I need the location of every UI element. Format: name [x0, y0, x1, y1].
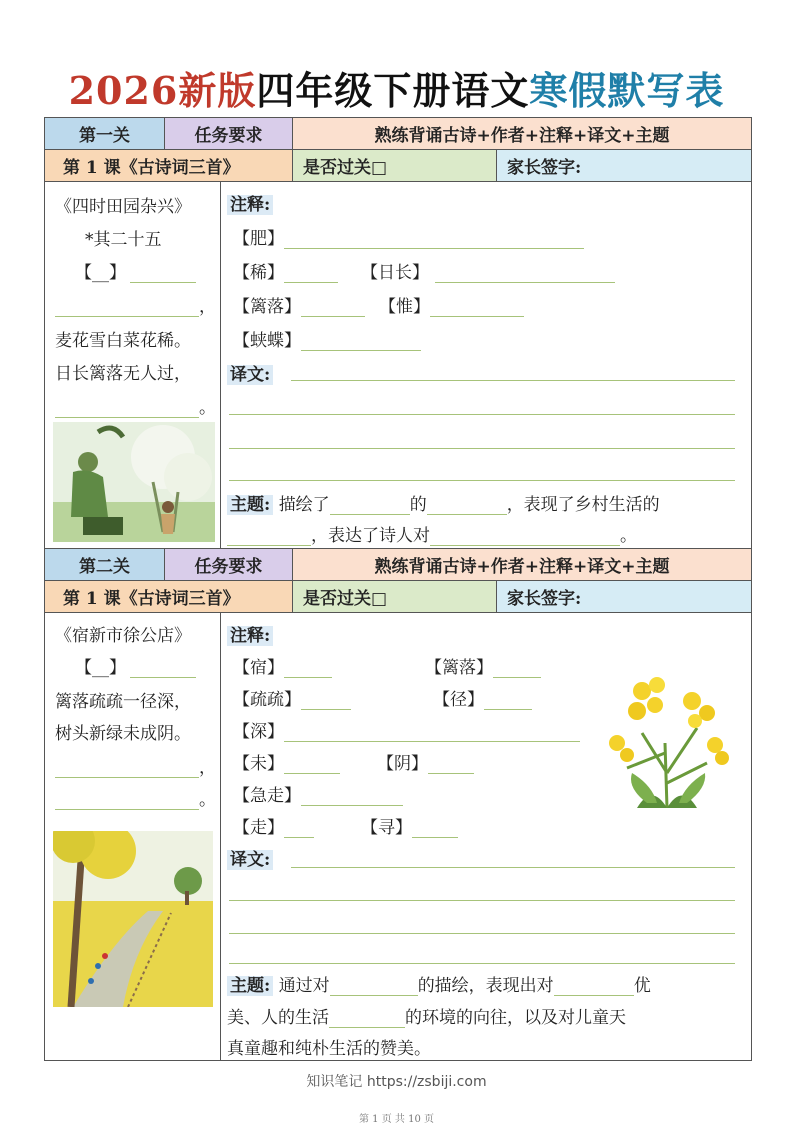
parent-signature[interactable]: 家长签字:	[497, 150, 751, 181]
author-field[interactable]: 【__】	[75, 258, 196, 283]
lesson-title: 第 1 课《古诗词三首》	[45, 581, 293, 612]
section-header	[45, 549, 751, 581]
translation-line[interactable]	[291, 380, 735, 381]
theme-line[interactable]: ，表达了诗人对 。	[227, 521, 637, 546]
poem-line: 麦花雪白菜花稀。	[55, 331, 191, 351]
note-field[interactable]: 【寻】	[361, 813, 458, 838]
translation-line[interactable]	[291, 867, 735, 868]
answer-column	[221, 182, 751, 548]
note-field[interactable]: 【宿】	[233, 653, 332, 678]
poem-title: 《宿新市徐公店》	[55, 626, 191, 646]
pass-checkbox[interactable]: 是否过关□	[293, 150, 497, 181]
theme-line[interactable]: 美、人的生活 的环境的向往，以及对儿童天	[227, 1008, 626, 1028]
poem-line-blank[interactable]: 。	[55, 785, 216, 810]
pass-checkbox[interactable]: 是否过关□	[293, 581, 497, 612]
note-field[interactable]: 【未】	[233, 749, 340, 774]
theme-line[interactable]: 主题: 描绘了 的 ，表现了乡村生活的	[227, 490, 660, 515]
village-path-illustration	[53, 831, 213, 1007]
note-field[interactable]: 【篱落】	[233, 292, 365, 317]
task-label: 任务要求	[165, 549, 293, 580]
poem-title: 《四时田园杂兴》	[55, 197, 191, 217]
lesson-row	[45, 581, 751, 613]
page-title: 2026新版四年级下册语文寒假默写表	[68, 68, 725, 113]
notes-label: 注释:	[227, 190, 273, 215]
note-field[interactable]: 【蛱蝶】	[233, 326, 421, 351]
rapeseed-flower-illustration	[597, 673, 737, 813]
level-label: 第二关	[45, 549, 165, 580]
note-field[interactable]: 【阴】	[377, 749, 474, 774]
note-field[interactable]: 【深】	[233, 717, 580, 742]
note-field[interactable]: 【走】	[233, 813, 314, 838]
author-field[interactable]: 【__】	[75, 653, 196, 678]
note-field[interactable]: 【肥】	[233, 224, 584, 249]
note-field[interactable]: 【日长】	[361, 258, 615, 283]
countryside-illustration	[53, 422, 215, 542]
translation-label: 译文:	[227, 845, 273, 870]
poem-line: 篱落疏疏一径深，	[55, 692, 191, 712]
theme-line[interactable]: 主题: 通过对 的描绘，表现出对 优	[227, 971, 651, 996]
answer-column	[221, 613, 751, 1060]
note-field[interactable]: 【篱落】	[425, 653, 541, 678]
translation-line[interactable]	[229, 933, 735, 934]
note-field[interactable]: 【急走】	[233, 781, 403, 806]
task-text: 熟练背诵古诗+作者+注释+译文+主题	[293, 549, 751, 580]
poem-column	[45, 182, 221, 548]
poem-line: 日长篱落无人过，	[55, 364, 191, 384]
poem-column	[45, 613, 221, 1060]
poem-line-blank[interactable]: ，	[55, 753, 216, 778]
section-body	[45, 182, 751, 549]
translation-line[interactable]	[229, 963, 735, 964]
note-field[interactable]: 【惟】	[379, 292, 524, 317]
page-number: 第 1 页 共 10 页	[359, 1114, 434, 1125]
parent-signature[interactable]: 家长签字:	[497, 581, 751, 612]
translation-label: 译文:	[227, 360, 273, 385]
poem-line-blank[interactable]: ，	[55, 292, 216, 317]
translation-line[interactable]	[229, 900, 735, 901]
poem-subtitle: *其二十五	[85, 230, 162, 250]
note-field[interactable]: 【稀】	[233, 258, 338, 283]
poem-line-blank[interactable]: 。	[55, 393, 216, 418]
section-header	[45, 118, 751, 150]
translation-line[interactable]	[229, 480, 735, 481]
translation-line[interactable]	[229, 448, 735, 449]
lesson-row	[45, 150, 751, 182]
worksheet-table	[44, 117, 752, 1061]
note-field[interactable]: 【疏疏】	[233, 685, 351, 710]
task-text: 熟练背诵古诗+作者+注释+译文+主题	[293, 118, 751, 149]
lesson-title: 第 1 课《古诗词三首》	[45, 150, 293, 181]
footer-watermark: 知识笔记 https://zsbiji.com	[306, 1074, 487, 1090]
section-body	[45, 613, 751, 1060]
task-label: 任务要求	[165, 118, 293, 149]
notes-label: 注释:	[227, 621, 273, 646]
poem-line: 树头新绿未成阴。	[55, 724, 191, 744]
note-field[interactable]: 【径】	[433, 685, 532, 710]
translation-line[interactable]	[229, 414, 735, 415]
level-label: 第一关	[45, 118, 165, 149]
theme-line: 真童趣和纯朴生活的赞美。	[227, 1039, 431, 1059]
